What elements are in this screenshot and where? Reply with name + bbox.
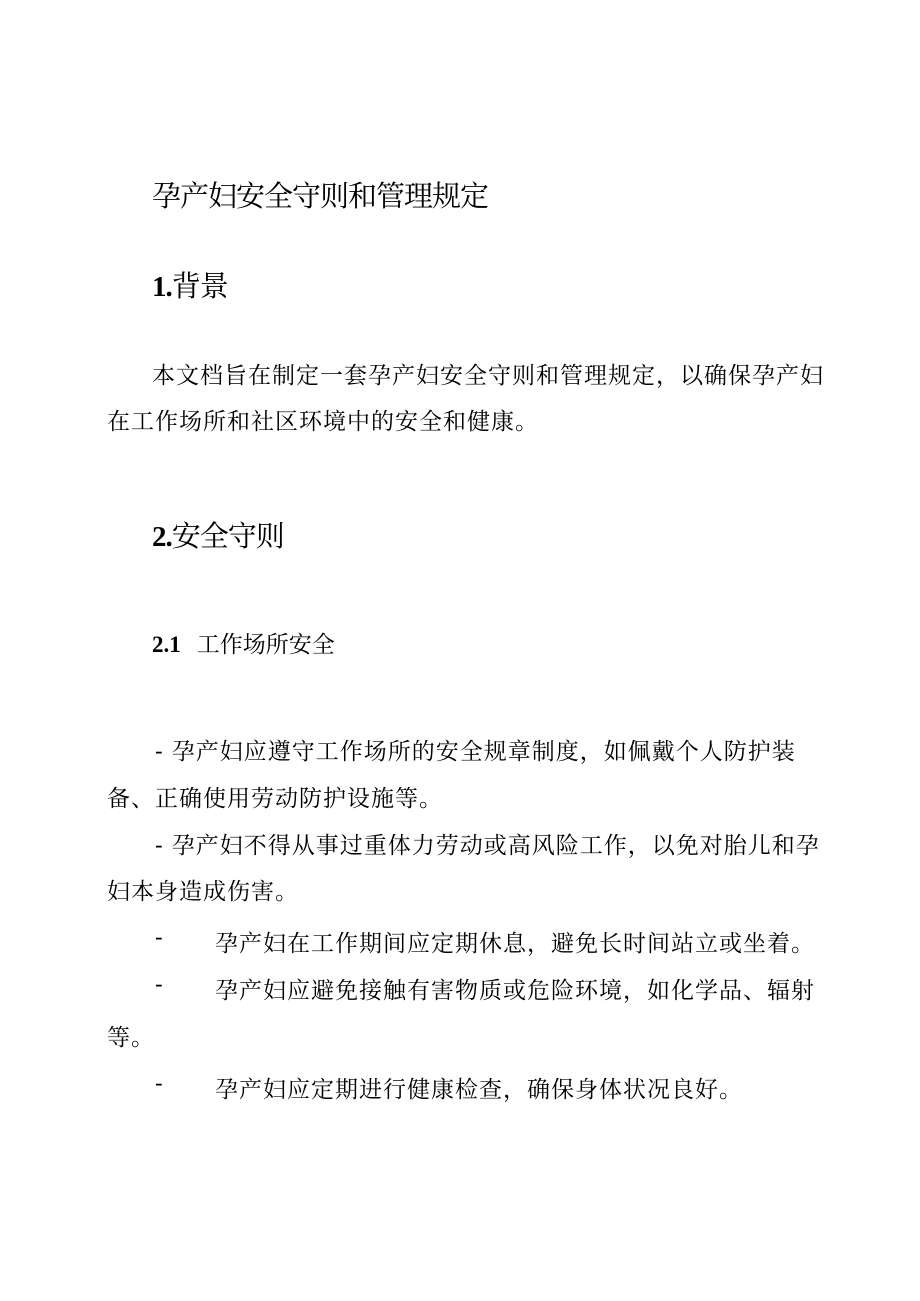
bullet-1-line-2: 备、正确使用劳动防护设施等。 [107, 786, 443, 812]
bullet-5-text: 孕产妇应定期进行健康检查，确保身体状况良好。 [215, 1077, 743, 1103]
section-1-paragraph-line-1: 本文档旨在制定一套孕产妇安全守则和管理规定，以确保孕产妇 [152, 363, 824, 389]
section-2-heading [152, 514, 284, 555]
bullet-2-line-2: 妇本身造成伤害。 [107, 879, 299, 905]
bullet-2-text-1: 孕产妇不得从事过重体力劳动或高风险工作，以免对胎儿和孕 [171, 833, 820, 859]
bullet-4-dash: - [155, 972, 163, 998]
bullet-4-text-2: 等。 [107, 1025, 155, 1051]
section-2-1-title: 工作场所安全 [196, 632, 335, 658]
bullet-2-dash: - [155, 833, 164, 859]
bullet-3-text: 孕产妇在工作期间应定期休息，避免长时间站立或坐着。 [215, 931, 815, 957]
bullet-5-dash: - [155, 1071, 163, 1097]
bullet-4-text-1: 孕产妇应避免接触有害物质或危险环境，如化学品、辐射 [215, 978, 815, 1004]
bullet-3-dash: - [155, 925, 163, 951]
document-title: 孕产妇安全守则和管理规定 [152, 179, 489, 213]
section-2-1-number: 2.1 [152, 632, 181, 657]
section-1-number: 1. [152, 271, 172, 303]
bullet-1-dash: - [155, 739, 164, 765]
section-1-heading [152, 264, 228, 305]
section-1-paragraph-line-2: 在工作场所和社区环境中的安全和健康。 [107, 409, 539, 435]
section-2-1-heading [152, 626, 335, 659]
section-2-title: 安全守则 [171, 519, 284, 553]
section-2-number: 2. [152, 521, 172, 553]
bullet-1-line-1 [155, 733, 796, 766]
bullet-2-line-1 [155, 827, 820, 860]
bullet-1-text-1: 孕产妇应遵守工作场所的安全规章制度，如佩戴个人防护装 [171, 739, 796, 765]
section-1-title: 背景 [171, 269, 228, 303]
